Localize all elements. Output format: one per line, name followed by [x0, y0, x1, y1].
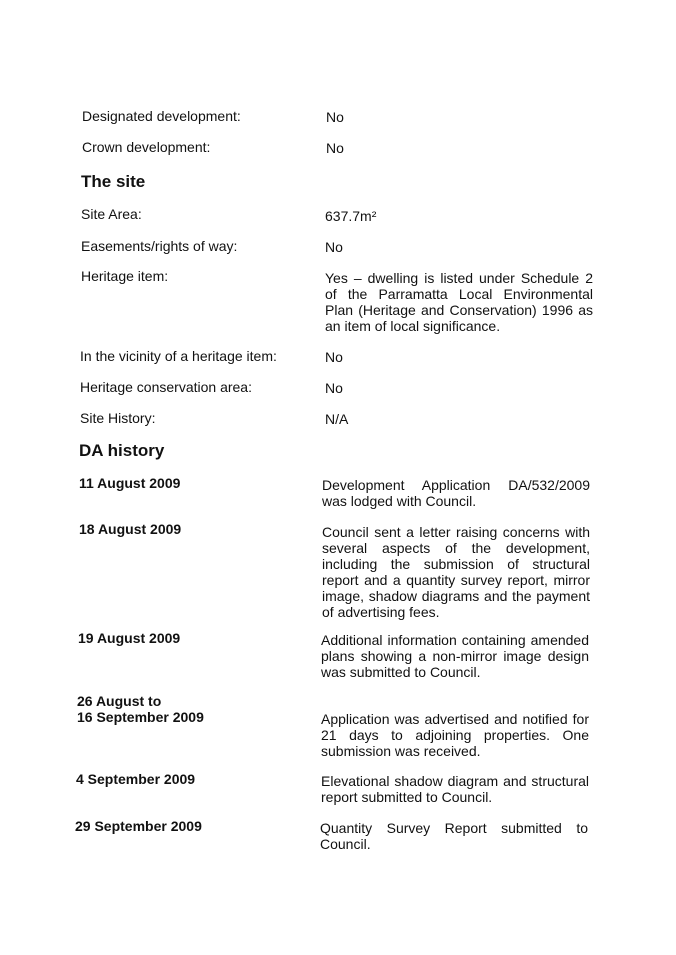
- heritage-item-value: Yes – dwelling is listed under Schedule 2 of the Parramatta Local Environmental Plan (Heritage and Conservation) 1996 as an item of local significance.: [325, 270, 593, 334]
- designated-development-label: Designated development:: [82, 108, 241, 124]
- site-history-label: Site History:: [80, 410, 156, 426]
- history-date: 26 August to 16 September 2009: [77, 693, 204, 725]
- history-date: 11 August 2009: [79, 475, 181, 491]
- history-date: 29 September 2009: [75, 818, 202, 834]
- history-date: 19 August 2009: [78, 630, 181, 646]
- conservation-area-label: Heritage conservation area:: [80, 379, 252, 395]
- history-text: Elevational shadow diagram and structural report submitted to Council.: [321, 773, 589, 805]
- designated-development-value: No: [326, 109, 344, 125]
- history-text: Development Application DA/532/2009 was lodged with Council.: [322, 477, 590, 509]
- easements-value: No: [325, 239, 343, 255]
- site-area-label: Site Area:: [81, 206, 142, 222]
- da-history-heading: DA history: [79, 441, 165, 460]
- history-text: Quantity Survey Report submitted to Council.: [320, 820, 588, 852]
- heritage-vicinity-value: No: [325, 349, 343, 365]
- site-history-value: N/A: [325, 411, 349, 427]
- history-date: 18 August 2009: [79, 521, 182, 537]
- site-heading: The site: [81, 172, 146, 191]
- site-area-value: 637.7m²: [325, 208, 377, 224]
- crown-development-value: No: [326, 140, 344, 156]
- crown-development-label: Crown development:: [82, 139, 211, 155]
- history-text: Council sent a letter raising concerns with several aspects of the development, including the submission of structural report and a quantity survey report, mirror image, shadow diagrams and the payment of advertising fees.: [322, 524, 590, 620]
- conservation-area-value: No: [325, 380, 343, 396]
- history-text: Application was advertised and notified for 21 days to adjoining properties. One submission was received.: [321, 711, 589, 759]
- heritage-vicinity-label: In the vicinity of a heritage item:: [80, 348, 277, 364]
- easements-label: Easements/rights of way:: [81, 238, 238, 254]
- history-text: Additional information containing amended plans showing a non-mirror image design was submitted to Council.: [321, 632, 589, 680]
- history-date: 4 September 2009: [76, 771, 196, 787]
- heritage-item-label: Heritage item:: [81, 268, 169, 284]
